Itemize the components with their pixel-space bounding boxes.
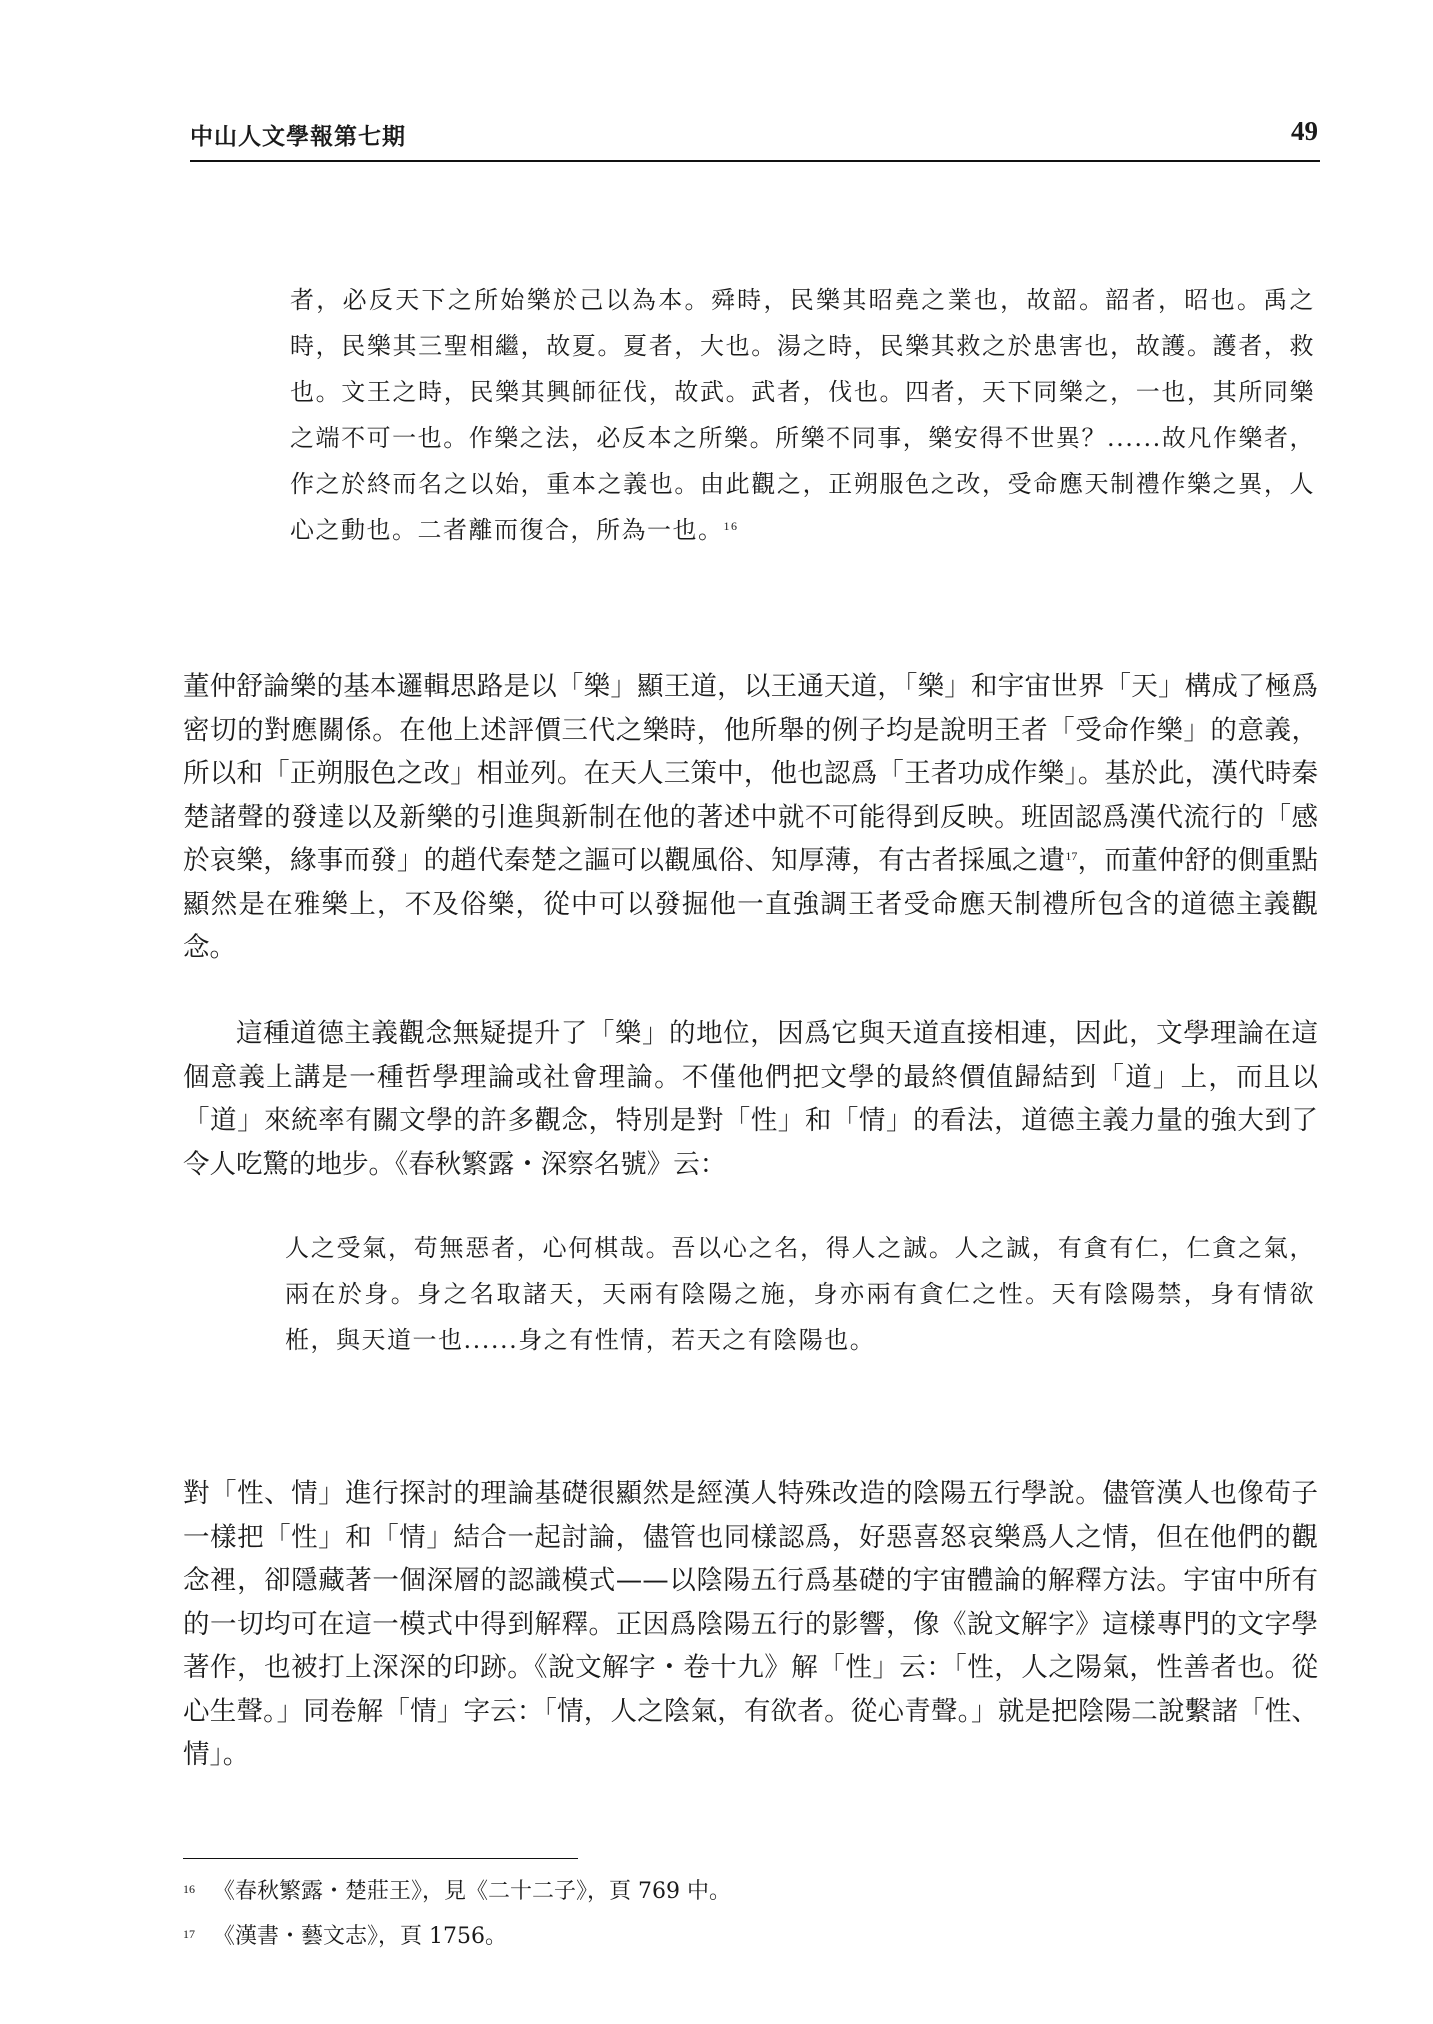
block-quote-1-text: 者，必反天下之所始樂於己以為本。舜時，民樂其昭堯之業也，故韶。韶者，昭也。禹之時，民樂其三聖相繼，故夏。夏者，大也。湯之時，民樂其救之於患害也，故護。護者，救也。文王之時，民樂其興師征伐，故武。武者，伐也。四者，天下同樂之，一也，其所同樂之端不可一也。作樂之法，必反本之所樂。所樂不同事，樂安得不世異？......故凡作樂者，作之於終而名之以始，重本之義也。由此觀之，正朔服色之改，受命應天制禮作樂之異，人心之動也。二者離而復合，所為一也。	[290, 286, 1315, 544]
footnote-text: 《春秋繁露・楚莊王》，見《二十二子》，頁 769 中。	[213, 1879, 731, 1904]
footnote-divider	[183, 1858, 578, 1859]
body-paragraph-2	[183, 1012, 1318, 1186]
footnote-17	[183, 1922, 1083, 1952]
body-paragraph-3-text: 對「性、情」進行探討的理論基礎很顯然是經漢人特殊改造的陰陽五行學說。儘管漢人也像荀子一樣把「性」和「情」結合一起討論，儘管也同樣認爲，好惡喜怒哀樂爲人之情，但在他們的觀念裡，卻隱藏著一個深層的認識模式——以陰陽五行爲基礎的宇宙體論的解釋方法。宇宙中所有的一切均可在這一模式中得到解釋。正因爲陰陽五行的影響，像《說文解字》這樣專門的文字學著作，也被打上深深的印跡。《說文解字・卷十九》解「性」云：「性，人之陽氣，性善者也。從心生聲。」同卷解「情」字云：「情，人之陰氣，有欲者。從心青聲。」就是把陰陽二說繫諸「性、情」。	[183, 1478, 1318, 1770]
block-quote-2	[285, 1225, 1315, 1363]
running-header	[190, 114, 1320, 162]
block-quote-2-text: 人之受氣，苟無惡者，心何棋哉。吾以心之名，得人之誠。人之誠，有貪有仁，仁貪之氣，兩在於身。身之名取諸天，天兩有陰陽之施，身亦兩有貪仁之性。天有陰陽禁，身有情欲栣，與天道一也......身之有性情，若天之有陰陽也。	[285, 1234, 1315, 1354]
body-paragraph-1-text-a: 董仲舒論樂的基本邏輯思路是以「樂」顯王道，以王通天道，「樂」和宇宙世界「天」構成了極爲密切的對應關係。在他上述評價三代之樂時，他所舉的例子均是說明王者「受命作樂」的意義，所以和「正朔服色之改」相並列。在天人三策中，他也認爲「王者功成作樂」。基於此，漢代時秦楚諸聲的發達以及新樂的引進與新制在他的著述中就不可能得到反映。班固認爲漢代流行的「感於哀樂，緣事而發」的趙代秦楚之謳可以觀風俗、知厚薄，有古者採風之遺	[183, 671, 1318, 876]
footnote-ref-16[interactable]: 16	[723, 519, 739, 533]
footnote-ref-17[interactable]: 17	[1065, 849, 1078, 863]
page-number: 49	[1291, 116, 1318, 146]
footnote-16	[183, 1877, 1083, 1907]
body-paragraph-1	[183, 665, 1318, 970]
body-paragraph-1-text-b: ，而董仲舒的側重點顯然是在雅樂上，不及俗樂，從中可以發掘他一直強調王者受命應天制禮所包含的道德主義觀念。	[183, 845, 1319, 963]
block-quote-1	[290, 277, 1315, 553]
footnote-mark: 16	[183, 1882, 195, 1896]
footnote-mark: 17	[183, 1927, 195, 1941]
journal-title: 中山人文學報第七期	[190, 123, 406, 150]
body-paragraph-3	[183, 1472, 1318, 1777]
footnote-text: 《漢書・藝文志》，頁 1756。	[213, 1924, 507, 1949]
body-paragraph-2-text: 這種道德主義觀念無疑提升了「樂」的地位，因爲它與天道直接相連，因此，文學理論在這個意義上講是一種哲學理論或社會理論。不僅他們把文學的最終價值歸結到「道」上，而且以「道」來統率有關文學的許多觀念，特別是對「性」和「情」的看法，道德主義力量的強大到了令人吃驚的地步。《春秋繁露・深察名號》云：	[183, 1018, 1318, 1180]
